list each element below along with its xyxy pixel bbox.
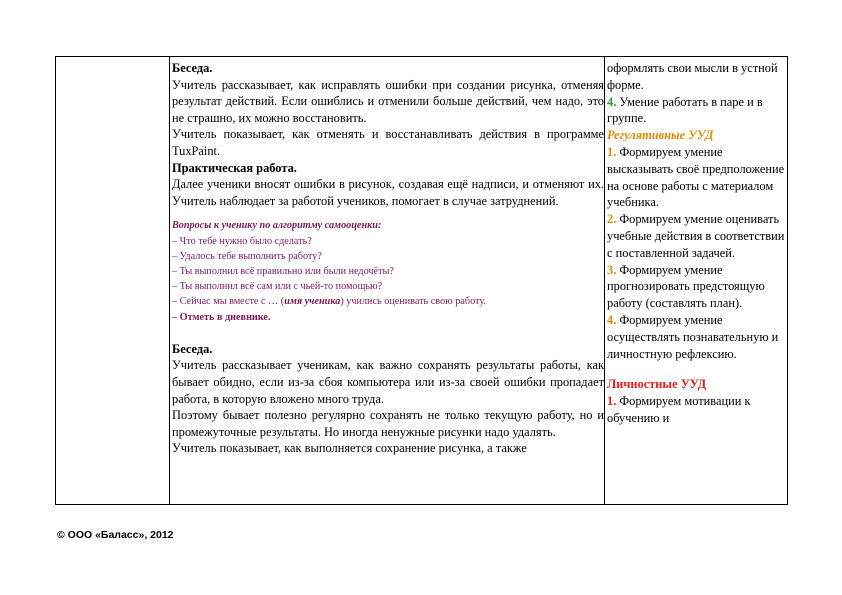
question-item: – Что тебе нужно было сделать? <box>172 235 312 247</box>
question-item: – Отметь в дневнике. <box>172 311 271 323</box>
heading-practical-work: Практическая работа. <box>172 160 297 175</box>
question-item: – Ты выполнил всё сам или с чьей-то помощью? <box>172 281 383 293</box>
personal-item-1: 1. Формируем мотивации к обучению и <box>607 394 751 425</box>
personal-heading: Личностные УУД <box>607 377 707 392</box>
paragraph-undo-errors: Учитель рассказывает, как исправлять ошибки при создании рисунка, отменяя результат действий. Если ошиблись и отменили больше действий, чем надо, это не страшно, их можно восстановить. <box>172 77 604 125</box>
regulatory-item-2: 2. Формируем умение оценивать учебные действия в соответствии с поставленной задачей. <box>607 212 785 260</box>
question-item: – Ты выполнил всё правильно или были недочёты? <box>172 265 394 277</box>
paragraph-save-demo: Учитель показывает, как выполняется сохранение рисунка, а также <box>172 441 527 456</box>
question-item: – Сейчас мы вместе с … (имя ученика) учились оценивать свою работу. <box>172 296 486 308</box>
column-divider-left <box>169 57 170 504</box>
lesson-table <box>55 56 788 505</box>
regulatory-item-3: 3. Формируем умение прогнозировать предстоящую работу (составлять план). <box>607 262 765 311</box>
question-item: – Удалось тебе выполнить работу? <box>172 250 322 262</box>
student-name-placeholder: имя ученика <box>284 296 341 308</box>
paragraph-undo-redo-demo: Учитель показывает, как отменять и восстанавливать действия в программе TuxPaint. <box>172 127 604 158</box>
questions-title: Вопросы к ученику по алгоритму самооценки: <box>172 220 382 232</box>
paragraph-intermediate-results: Поэтому бывает полезно регулярно сохранять не только текущую работу, но и промежуточные результаты. Но иногда ненужные рисунки надо удалять. <box>172 408 604 439</box>
regulatory-item-4: 4. Формируем умение осуществлять познавательную и личностную рефлексию. <box>607 312 779 361</box>
teacher-activity-column <box>172 60 604 457</box>
paragraph-saving-importance: Учитель рассказывает ученикам, как важно сохранять результаты работы, как бывает обидно, если из-за сбоя компьютера или из-за своей ошибки пропадает работа, в которую вложено много труда. <box>172 358 604 406</box>
regulatory-item-1: 1. Формируем умение высказывать своё предположение на основе работы с материалом учебника. <box>607 144 785 210</box>
learning-outcomes-column <box>607 60 785 427</box>
self-assessment-questions <box>172 218 604 324</box>
heading-conversation-2: Беседа. <box>172 341 213 356</box>
copyright-footer: © ООО «Баласс», 2012 <box>57 529 174 541</box>
regulatory-heading: Регулятивные УУД <box>607 128 714 143</box>
paragraph-practical-work: Далее ученики вносят ошибки в рисунок, создавая ещё надписи, и отменяют их. Учитель наблюдает за работой учеников, помогает в случае затруднений. <box>172 177 604 208</box>
outcome-item-4: 4. Умение работать в паре и в группе. <box>607 94 763 126</box>
heading-conversation-1: Беседа. <box>172 61 213 75</box>
column-divider-right <box>604 57 605 504</box>
outcome-continuation: оформлять свои мысли в устной форме. <box>607 61 778 92</box>
